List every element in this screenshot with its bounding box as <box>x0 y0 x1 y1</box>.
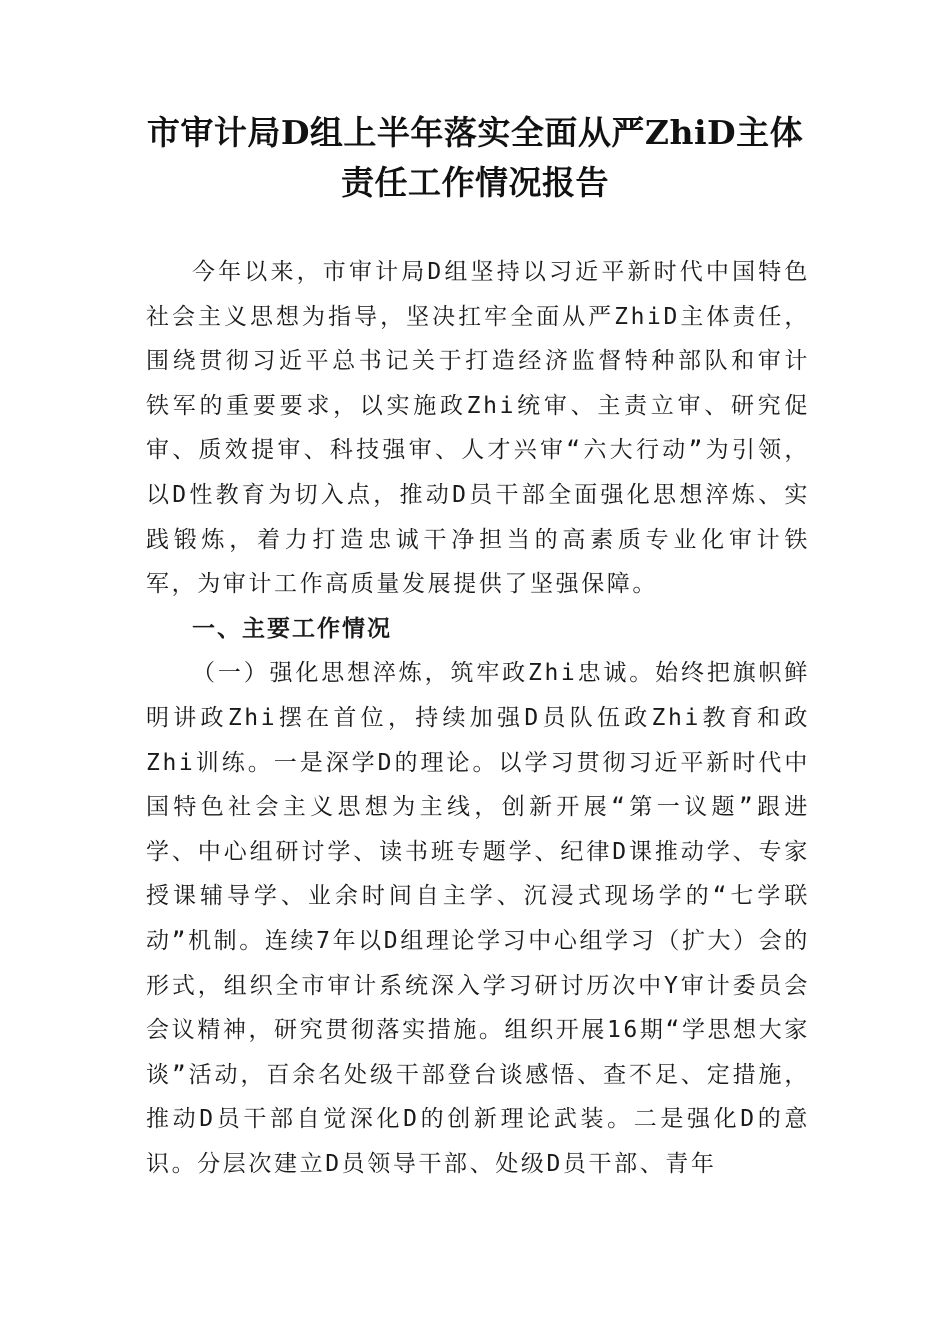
document-title: 市审计局D组上半年落实全面从严ZhiD主体责任工作情况报告 <box>146 113 804 202</box>
section-paragraph: （一）强化思想淬炼，筑牢政Zhi忠诚。始终把旗帜鲜明讲政Zhi摆在首位，持续加强D员队伍政Zhi教育和政Zhi训练。一是深学D的理论。以学习贯彻习近平新时代中国特色社会主义思想为主线，创新开展“第一议题”跟进学、中心组研讨学、读书班专题学、纪律D课推动学、专家授课辅导学、业余时间自主学、沉浸式现场学的“七学联动”机制。连续7年以D组理论学习中心组学习（扩大）会的形式，组织全市审计系统深入学习研讨历次中Y审计委员会会议精神，研究贯彻落实措施。组织开展16期“学思想大家谈”活动，百余名处级干部登台谈感悟、查不足、定措施，推动D员干部自觉深化D的创新理论武装。二是强化D的意识。分层次建立D员领导干部、处级D员干部、青年 <box>146 660 810 1177</box>
document-body <box>146 250 810 1186</box>
section-heading: 一、主要工作情况 <box>192 615 392 642</box>
intro-paragraph: 今年以来，市审计局D组坚持以习近平新时代中国特色社会主义思想为指导，坚决扛牢全面从严ZhiD主体责任，围绕贯彻习近平总书记关于打造经济监督特种部队和审计铁军的重要要求，以实施政Zhi统审、主责立审、研究促审、质效提审、科技强审、人才兴审“六大行动”为引领，以D性教育为切入点，推动D员干部全面强化思想淬炼、实践锻炼，着力打造忠诚干净担当的高素质专业化审计铁军，为审计工作高质量发展提供了坚强保障。 <box>146 259 810 598</box>
